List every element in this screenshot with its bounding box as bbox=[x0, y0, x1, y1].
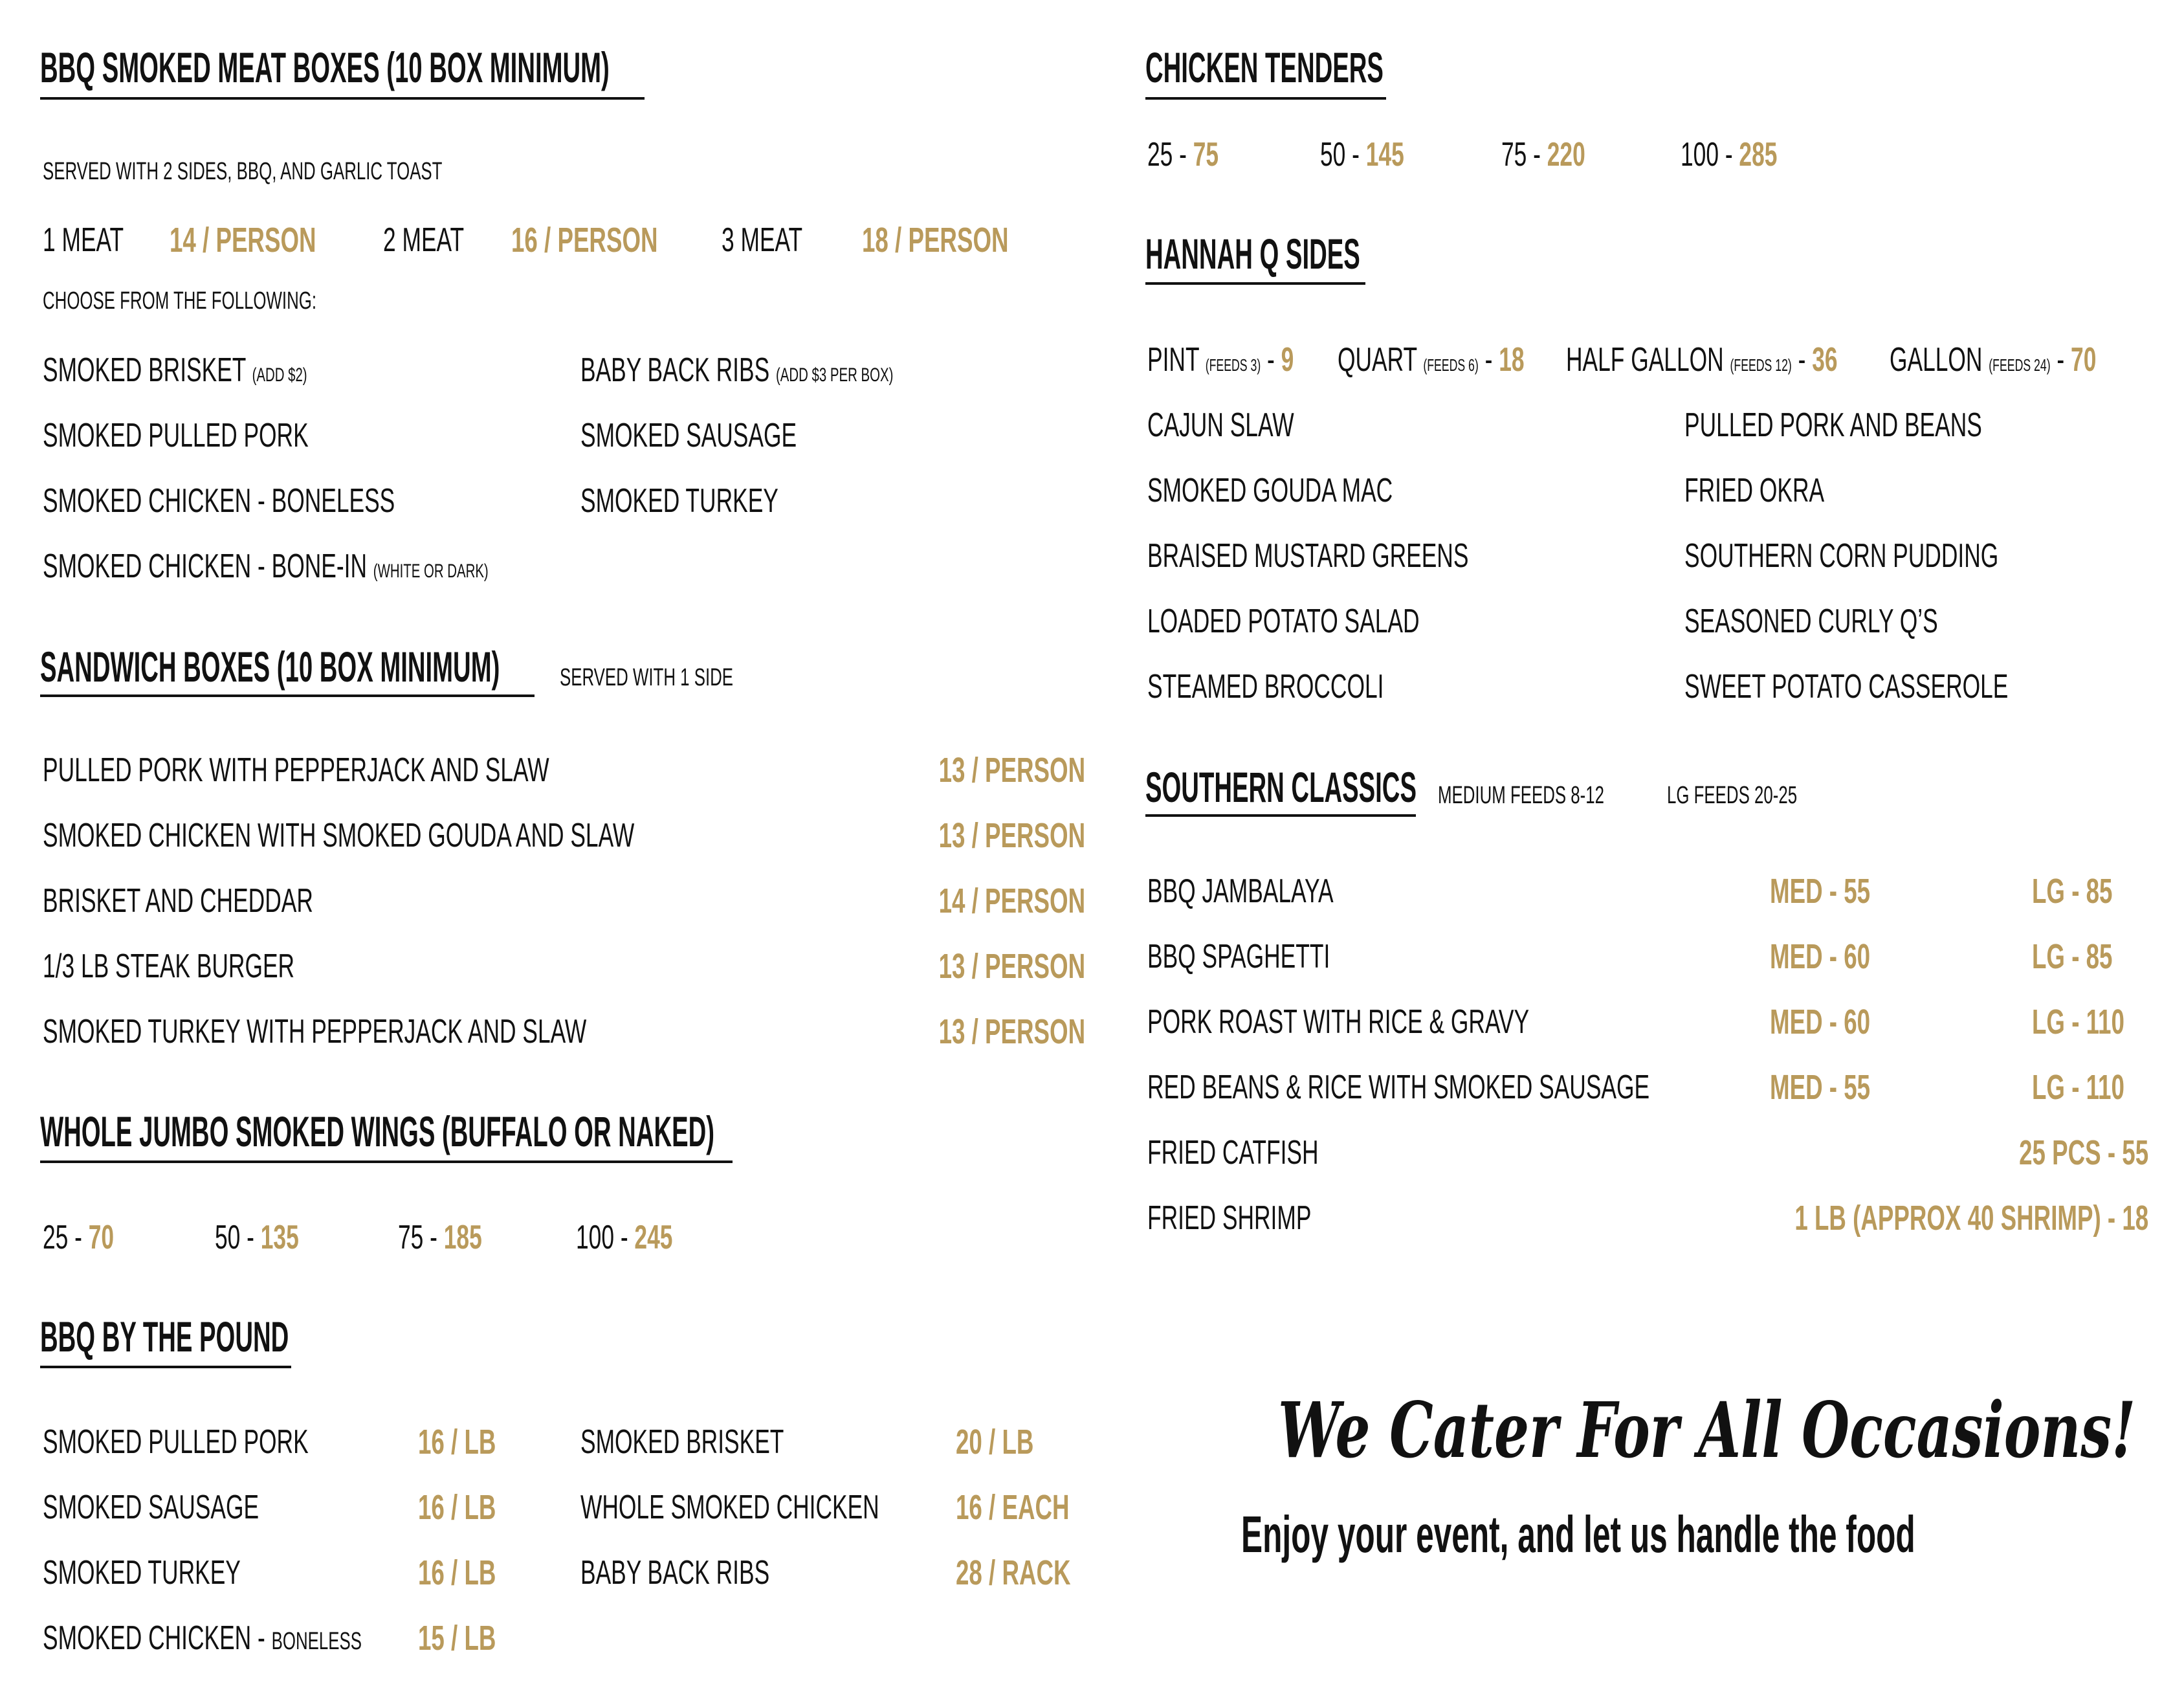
choose-label: CHOOSE FROM THE FOLLOWING: bbox=[43, 287, 317, 315]
classic-med-price: MED - 55 bbox=[1770, 1068, 1871, 1107]
sandwich-price: 13 / PERSON bbox=[938, 751, 1085, 790]
pound-price: 16 / LB bbox=[418, 1423, 496, 1461]
classic-lg-price: LG - 110 bbox=[2032, 1003, 2124, 1041]
classic-item-catfish: FRIED CATFISH bbox=[1147, 1134, 1319, 1172]
side-item: SEASONED CURLY Q’S bbox=[1684, 603, 1938, 640]
sandwich-price: 13 / PERSON bbox=[938, 1012, 1085, 1051]
meat-boxes-served-with: SERVED WITH 2 SIDES, BBQ, AND GARLIC TOAST bbox=[43, 158, 443, 185]
meat-boxes-title: BBQ SMOKED MEAT BOXES (10 BOX MINIMUM) bbox=[40, 43, 610, 91]
tier-2-label: 2 MEAT bbox=[383, 221, 465, 259]
pound-price: 28 / RACK bbox=[956, 1553, 1071, 1592]
side-size-gallon: GALLON (FEEDS 24) - 70 bbox=[1890, 341, 2097, 379]
tenders-option: 75 - 220 bbox=[1501, 136, 1585, 173]
sides-title: HANNAH Q SIDES bbox=[1145, 230, 1360, 278]
classics-underline bbox=[1145, 814, 1416, 817]
tier-3-price: 18 / PERSON bbox=[862, 221, 1009, 260]
tenders-option: 100 - 285 bbox=[1681, 136, 1778, 173]
meat-option: BABY BACK RIBS (ADD $3 PER BOX) bbox=[580, 351, 894, 389]
classic-med-price: MED - 60 bbox=[1770, 1003, 1871, 1041]
pound-price: 20 / LB bbox=[956, 1423, 1034, 1461]
side-item: FRIED OKRA bbox=[1684, 472, 1825, 509]
side-item: SWEET POTATO CASSEROLE bbox=[1684, 668, 2009, 705]
classic-item: BBQ SPAGHETTI bbox=[1147, 938, 1330, 975]
sandwich-item: SMOKED CHICKEN WITH SMOKED GOUDA AND SLAW bbox=[43, 817, 635, 854]
pound-item: WHOLE SMOKED CHICKEN bbox=[580, 1489, 879, 1526]
meat-option: SMOKED CHICKEN - BONE-IN (WHITE OR DARK) bbox=[43, 548, 489, 585]
wings-option: 25 - 70 bbox=[43, 1219, 115, 1256]
pound-item: SMOKED TURKEY bbox=[43, 1554, 241, 1592]
pound-item: SMOKED SAUSAGE bbox=[43, 1489, 259, 1526]
catfish-price: 25 PCS - 55 bbox=[2018, 1133, 2148, 1172]
tier-1-label: 1 MEAT bbox=[43, 221, 124, 259]
side-item: LOADED POTATO SALAD bbox=[1147, 603, 1420, 640]
side-item: PULLED PORK AND BEANS bbox=[1684, 406, 1982, 444]
wings-option: 75 - 185 bbox=[398, 1219, 482, 1256]
side-item: BRAISED MUSTARD GREENS bbox=[1147, 537, 1469, 575]
classic-item: PORK ROAST WITH RICE & GRAVY bbox=[1147, 1003, 1530, 1041]
meat-option: SMOKED CHICKEN - BONELESS bbox=[43, 482, 395, 520]
side-size-quart: QUART (FEEDS 6) - 18 bbox=[1338, 341, 1525, 379]
side-size-half-gallon: HALF GALLON (FEEDS 12) - 36 bbox=[1566, 341, 1838, 379]
wings-option: 100 - 245 bbox=[576, 1219, 673, 1256]
sandwich-boxes-note: SERVED WITH 1 SIDE bbox=[560, 664, 734, 691]
sandwich-price: 13 / PERSON bbox=[938, 816, 1085, 855]
meat-option: SMOKED SAUSAGE bbox=[580, 417, 797, 454]
catering-tagline: We Cater For All Occasions! bbox=[1278, 1385, 2136, 1475]
side-item: CAJUN SLAW bbox=[1147, 406, 1294, 444]
tier-3-label: 3 MEAT bbox=[722, 221, 803, 259]
tenders-title: CHICKEN TENDERS bbox=[1145, 43, 1384, 91]
sides-underline bbox=[1145, 282, 1365, 285]
catering-subline: Enjoy your event, and let us handle the food bbox=[1241, 1505, 1915, 1563]
sandwich-price: 13 / PERSON bbox=[938, 947, 1085, 986]
pound-item: BABY BACK RIBS bbox=[580, 1554, 770, 1592]
classic-item: RED BEANS & RICE WITH SMOKED SAUSAGE bbox=[1147, 1069, 1650, 1106]
classic-lg-price: LG - 110 bbox=[2032, 1068, 2124, 1107]
side-item: STEAMED BROCCOLI bbox=[1147, 668, 1384, 705]
classic-med-price: MED - 55 bbox=[1770, 872, 1871, 911]
pound-price: 16 / EACH bbox=[956, 1488, 1070, 1527]
classic-lg-price: LG - 85 bbox=[2032, 937, 2113, 976]
tier-1-price: 14 / PERSON bbox=[170, 221, 316, 260]
meat-option: SMOKED PULLED PORK bbox=[43, 417, 309, 454]
pound-item: SMOKED BRISKET bbox=[580, 1423, 784, 1461]
classics-large-note: LG FEEDS 20-25 bbox=[1667, 782, 1798, 809]
sandwich-item: BRISKET AND CHEDDAR bbox=[43, 882, 313, 920]
by-pound-title: BBQ BY THE POUND bbox=[40, 1313, 289, 1360]
classics-title: SOUTHERN CLASSICS bbox=[1145, 763, 1417, 811]
sandwich-item: SMOKED TURKEY WITH PEPPERJACK AND SLAW bbox=[43, 1013, 587, 1050]
pound-price: 15 / LB bbox=[418, 1619, 496, 1658]
side-item: SOUTHERN CORN PUDDING bbox=[1684, 537, 1999, 575]
tier-2-price: 16 / PERSON bbox=[511, 221, 658, 260]
by-pound-underline bbox=[40, 1366, 291, 1368]
side-item: SMOKED GOUDA MAC bbox=[1147, 472, 1393, 509]
meat-option: SMOKED BRISKET (ADD $2) bbox=[43, 351, 307, 389]
classic-lg-price: LG - 85 bbox=[2032, 872, 2113, 911]
tenders-underline bbox=[1145, 97, 1386, 100]
tenders-option: 25 - 75 bbox=[1147, 136, 1219, 173]
side-size-pint: PINT (FEEDS 3) - 9 bbox=[1147, 341, 1294, 379]
pound-item: SMOKED PULLED PORK bbox=[43, 1423, 309, 1461]
sandwich-boxes-title: SANDWICH BOXES (10 BOX MINIMUM) bbox=[40, 643, 500, 691]
meat-boxes-underline bbox=[40, 97, 645, 100]
wings-option: 50 - 135 bbox=[215, 1219, 299, 1256]
sandwich-price: 14 / PERSON bbox=[938, 882, 1085, 920]
sandwich-boxes-underline bbox=[40, 694, 535, 697]
meat-option: SMOKED TURKEY bbox=[580, 482, 778, 520]
sandwich-item: 1/3 LB STEAK BURGER bbox=[43, 948, 295, 985]
wings-underline bbox=[40, 1160, 733, 1163]
pound-item: SMOKED CHICKEN - BONELESS bbox=[43, 1619, 362, 1657]
wings-title: WHOLE JUMBO SMOKED WINGS (BUFFALO OR NAKED) bbox=[40, 1107, 715, 1155]
classic-item-shrimp: FRIED SHRIMP bbox=[1147, 1199, 1312, 1237]
classic-item: BBQ JAMBALAYA bbox=[1147, 872, 1334, 910]
classics-medium-note: MEDIUM FEEDS 8-12 bbox=[1438, 782, 1605, 809]
tenders-option: 50 - 145 bbox=[1320, 136, 1404, 173]
pound-price: 16 / LB bbox=[418, 1553, 496, 1592]
pound-price: 16 / LB bbox=[418, 1488, 496, 1527]
sandwich-item: PULLED PORK WITH PEPPERJACK AND SLAW bbox=[43, 751, 549, 789]
shrimp-price: 1 LB (APPROX 40 SHRIMP) - 18 bbox=[1794, 1199, 2148, 1238]
classic-med-price: MED - 60 bbox=[1770, 937, 1871, 976]
